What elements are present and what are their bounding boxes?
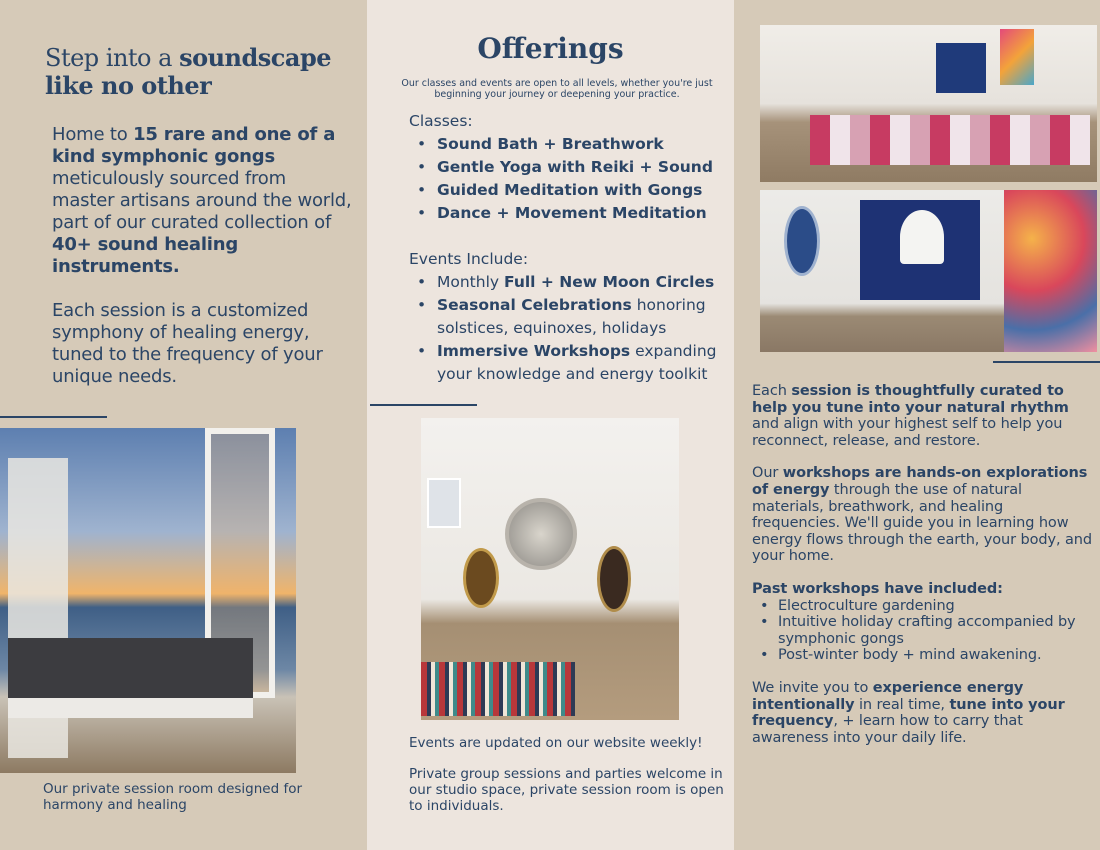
text: Each bbox=[752, 383, 792, 399]
text-bold: Seasonal Celebrations bbox=[437, 296, 632, 314]
class-name: Dance + Movement Meditation bbox=[437, 204, 707, 222]
past-label bbox=[752, 581, 1092, 598]
massage-bed bbox=[8, 638, 253, 718]
heading-bold: like no other bbox=[45, 71, 212, 100]
text-bold: tune into your frequency bbox=[752, 696, 1065, 730]
text: Home to bbox=[52, 124, 134, 145]
photo-caption: Our private session room designed for harmony and healing bbox=[43, 781, 303, 813]
past-item: • Intuitive holiday crafting accompanied by symphonic gongs bbox=[752, 614, 1092, 647]
class-item bbox=[409, 202, 729, 225]
text: We invite you to bbox=[752, 679, 873, 696]
invite-paragraph bbox=[752, 680, 1092, 746]
window bbox=[427, 478, 461, 528]
blue-wall bbox=[936, 43, 986, 93]
class-name: Sound Bath + Breathwork bbox=[437, 135, 664, 153]
offerings-title: Offerings bbox=[477, 32, 624, 65]
event-item bbox=[409, 294, 729, 340]
class-item bbox=[409, 179, 729, 202]
private-room-photo bbox=[0, 428, 296, 773]
classes-list bbox=[409, 133, 729, 225]
right-panel bbox=[734, 0, 1100, 850]
gong bbox=[597, 546, 631, 612]
class-name: Gentle Yoga with Reiki + Sound bbox=[437, 158, 713, 176]
event-item bbox=[409, 340, 729, 386]
offerings-subtitle: Our classes and events are open to all levels, whether you're just beginning your journey or deepening your practice. bbox=[401, 78, 713, 100]
text-bold: Immersive Workshops bbox=[437, 342, 631, 360]
past-workshops-list bbox=[752, 598, 1092, 664]
right-body bbox=[752, 383, 1092, 746]
gong bbox=[463, 548, 499, 608]
text-bold: workshops are hands-on explorations of energy bbox=[752, 465, 1088, 498]
divider bbox=[370, 404, 477, 406]
event-item bbox=[409, 271, 729, 294]
class-item bbox=[409, 156, 729, 179]
past-item: • Electroculture gardening bbox=[752, 598, 1092, 615]
text: in real time, bbox=[854, 696, 950, 713]
text: through the use of natural materials, breathwork, and healing frequencies. We'll guide you in learning how energy flows through the earth, your body, and your home. bbox=[752, 481, 1092, 565]
gongs-paragraph bbox=[52, 124, 352, 278]
text: Our bbox=[752, 465, 783, 482]
text: meticulously sourced from master artisans around the world, part of our curated collection of bbox=[52, 168, 352, 233]
events-list bbox=[409, 271, 729, 386]
divider bbox=[993, 361, 1100, 363]
gong bbox=[505, 498, 577, 570]
text: , + learn how to carry that awareness into your daily life. bbox=[752, 713, 1023, 746]
classes-label: Classes: bbox=[409, 112, 473, 130]
text-bold: session is thoughtfully curated to help you tune into your natural rhythm bbox=[752, 383, 1069, 416]
gong-studio-photo bbox=[421, 418, 679, 720]
divider bbox=[0, 416, 107, 418]
past-item: • Post-winter body + mind awakening. bbox=[752, 647, 1092, 664]
left-panel bbox=[0, 0, 367, 850]
mandala-art bbox=[1004, 190, 1097, 352]
text: Monthly bbox=[437, 273, 504, 291]
text-bold: Full + New Moon Circles bbox=[504, 273, 715, 291]
text-bold: experience energy intentionally bbox=[752, 679, 1024, 713]
heading-text: Step into a bbox=[45, 44, 180, 72]
left-body bbox=[52, 124, 352, 388]
events-note: Events are updated on our website weekly! bbox=[409, 735, 703, 751]
workshops-paragraph bbox=[752, 465, 1092, 565]
text-bold: 40+ sound healing instruments. bbox=[52, 234, 239, 277]
rug bbox=[421, 662, 575, 716]
studio-photo-top bbox=[760, 25, 1097, 182]
art-panel bbox=[1000, 29, 1034, 85]
session-paragraph: Each session is a customized symphony of healing energy, tuned to the frequency of your unique needs. bbox=[52, 300, 323, 387]
text-bold: 15 rare and one of a kind symphonic gongs bbox=[52, 124, 336, 167]
middle-panel bbox=[367, 0, 734, 850]
studio-photo-bottom bbox=[760, 190, 1097, 352]
text: and align with your highest self to help you reconnect, release, and restore. bbox=[752, 416, 1063, 449]
left-heading bbox=[45, 44, 331, 100]
class-item bbox=[409, 133, 729, 156]
session-paragraph bbox=[752, 383, 1092, 449]
text: expanding your knowledge and energy toolkit bbox=[437, 342, 717, 383]
gong bbox=[784, 206, 820, 276]
private-note: Private group sessions and parties welcome in our studio space, private session room is open to individuals. bbox=[409, 766, 724, 814]
offerings-list bbox=[409, 110, 729, 386]
text-bold: Past workshops have included: bbox=[752, 580, 1003, 597]
wall-hanging bbox=[900, 210, 944, 264]
class-name: Guided Meditation with Gongs bbox=[437, 181, 703, 199]
heading-bold: soundscape bbox=[179, 43, 332, 72]
mats bbox=[810, 115, 1090, 165]
text: honoring solstices, equinoxes, holidays bbox=[437, 296, 706, 337]
events-label: Events Include: bbox=[409, 250, 529, 268]
